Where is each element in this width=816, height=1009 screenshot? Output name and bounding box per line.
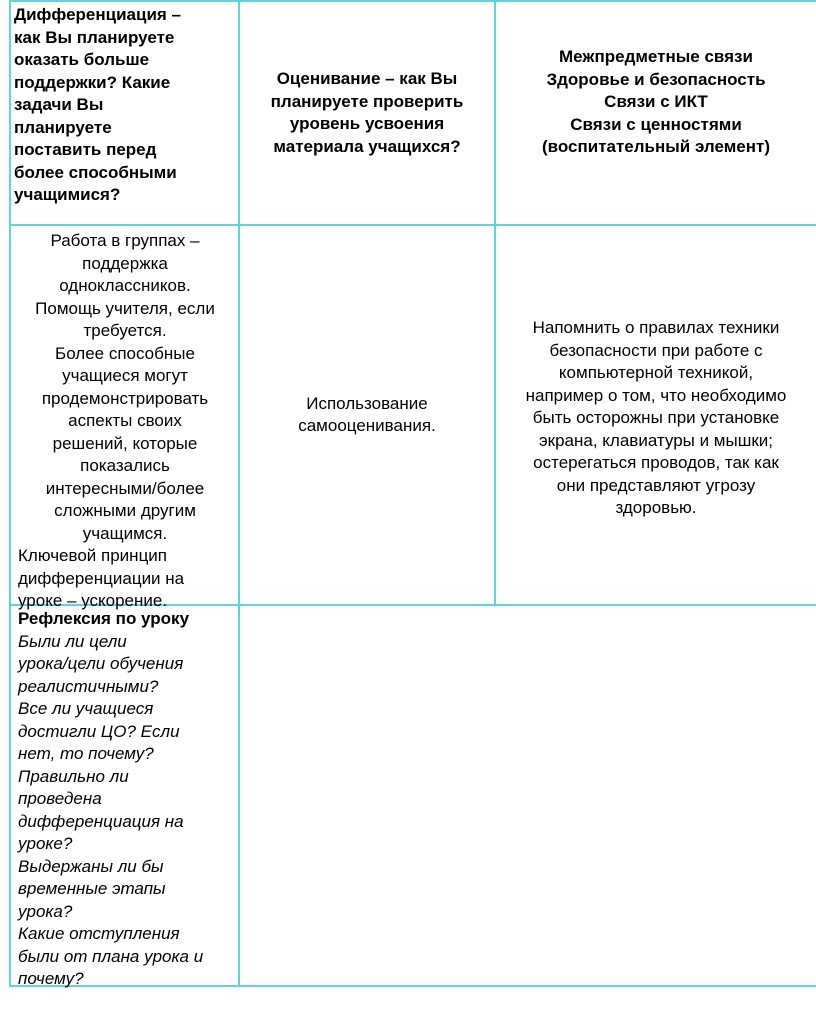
row1-differentiation-line: учащимся. xyxy=(82,523,168,543)
reflection-question-line: Какие отступления xyxy=(18,924,180,943)
header-cross-curricular-line: Связи с ИКТ xyxy=(604,92,708,111)
header-differentiation-line: задачи Вы xyxy=(14,95,104,114)
header-differentiation-line: как Вы планируете xyxy=(14,27,175,47)
row1-safety-line: например о том, что необходимо xyxy=(525,385,787,405)
row1-safety-line: экрана, клавиатуры и мышки; xyxy=(538,430,774,450)
row1-differentiation-line: требуется. xyxy=(83,321,167,340)
grid-line-left xyxy=(9,0,11,987)
row1-differentiation-line: одноклассников. xyxy=(59,276,191,295)
header-assessment-line: уровень усвоения xyxy=(289,114,445,133)
row1-differentiation-centered-block xyxy=(14,230,236,545)
row1-safety-line: компьютерной техникой, xyxy=(558,363,754,382)
row1-differentiation-line: аспекты своих xyxy=(68,411,182,430)
row1-differentiation-line: решений, которые xyxy=(52,433,198,453)
header-cross-curricular-cell xyxy=(496,46,816,159)
header-cross-curricular-line: Связи с ценностями xyxy=(570,114,742,134)
header-assessment-line: Оценивание – как Вы xyxy=(276,69,458,88)
reflection-question-line: уроке? xyxy=(18,834,73,853)
row1-safety-line: Напомнить о правилах техники xyxy=(532,318,780,337)
row1-differentiation-line: интересными/более xyxy=(45,478,205,498)
header-cross-curricular-line: Межпредметные связи xyxy=(559,47,753,66)
reflection-question-line: проведена xyxy=(18,789,102,808)
header-assessment-line: материала учащихся? xyxy=(273,136,461,156)
header-cross-curricular-line: (воспитательный элемент) xyxy=(541,137,771,156)
row1-differentiation-line: учащиеся могут xyxy=(62,366,188,385)
reflection-question-line: нет, то почему? xyxy=(18,744,154,763)
row1-safety-line: остерегаться проводов, так как xyxy=(533,453,779,472)
reflection-question-line: Выдержаны ли бы xyxy=(18,856,164,876)
row1-differentiation-line: Работа в группах – xyxy=(50,231,200,250)
row1-safety-line: безопасности при работе с xyxy=(549,340,763,360)
reflection-question-line: были от плана урока и xyxy=(18,946,204,966)
header-differentiation-line: более способными xyxy=(14,162,177,182)
row1-differentiation-line: сложными другим xyxy=(54,501,196,520)
header-assessment-line: планируете проверить xyxy=(270,91,464,111)
header-differentiation-line: учащимися? xyxy=(14,185,121,204)
header-cross-curricular-line: Здоровье и безопасность xyxy=(546,69,766,89)
reflection-question-line: реалистичными? xyxy=(18,676,159,696)
reflection-question-line: Все ли учащиеся xyxy=(18,699,154,718)
row1-differentiation-line: поддержка xyxy=(82,253,168,273)
row1-differentiation-line: показались xyxy=(80,456,170,475)
header-assessment-cell xyxy=(240,2,494,224)
row1-key-principle-line: Ключевой принцип xyxy=(18,546,168,565)
header-differentiation-line: поддержки? Какие xyxy=(14,72,171,92)
reflection-question-line: Правильно ли xyxy=(18,766,129,786)
row1-differentiation-key-principle xyxy=(14,545,236,613)
row1-assessment-line: Использование xyxy=(306,393,428,413)
row1-safety-line: здоровью. xyxy=(615,498,697,517)
row1-safety-line: они представляют угрозу xyxy=(556,475,756,495)
reflection-question-line: урока? xyxy=(18,901,73,921)
row1-differentiation-line: Помощь учителя, если xyxy=(35,298,215,318)
reflection-question-line: почему? xyxy=(18,969,84,988)
row2-notes-cell xyxy=(240,606,816,985)
reflection-title: Рефлексия по уроку xyxy=(18,609,190,628)
row2-reflection-cell xyxy=(18,608,238,991)
header-differentiation-line: Дифференциация – xyxy=(14,5,182,24)
row1-assessment-line: самооценивания. xyxy=(298,416,436,435)
header-differentiation-line: оказать больше xyxy=(14,50,150,69)
row1-safety-line: быть осторожны при установке xyxy=(532,408,780,427)
row1-assessment-cell xyxy=(240,226,494,604)
row1-differentiation-cell xyxy=(14,230,236,613)
row1-key-principle-line: уроке – ускорение. xyxy=(18,591,168,610)
reflection-question-line: временные этапы xyxy=(18,879,166,898)
header-differentiation-line: планируете xyxy=(14,117,112,137)
reflection-question-line: дифференциация на xyxy=(18,811,184,831)
row1-key-principle-line: дифференциации на xyxy=(18,568,185,588)
reflection-question-line: достигли ЦО? Если xyxy=(18,721,180,741)
reflection-question-line: Были ли цели xyxy=(18,631,127,651)
reflection-question-line: урока/цели обучения xyxy=(18,654,184,673)
row1-cross-curricular-cell xyxy=(496,317,816,520)
row1-differentiation-line: продемонстрировать xyxy=(41,388,209,408)
header-differentiation-cell xyxy=(14,4,236,207)
row1-differentiation-line: Более способные xyxy=(55,343,195,363)
header-differentiation-line: поставить перед xyxy=(14,140,157,159)
